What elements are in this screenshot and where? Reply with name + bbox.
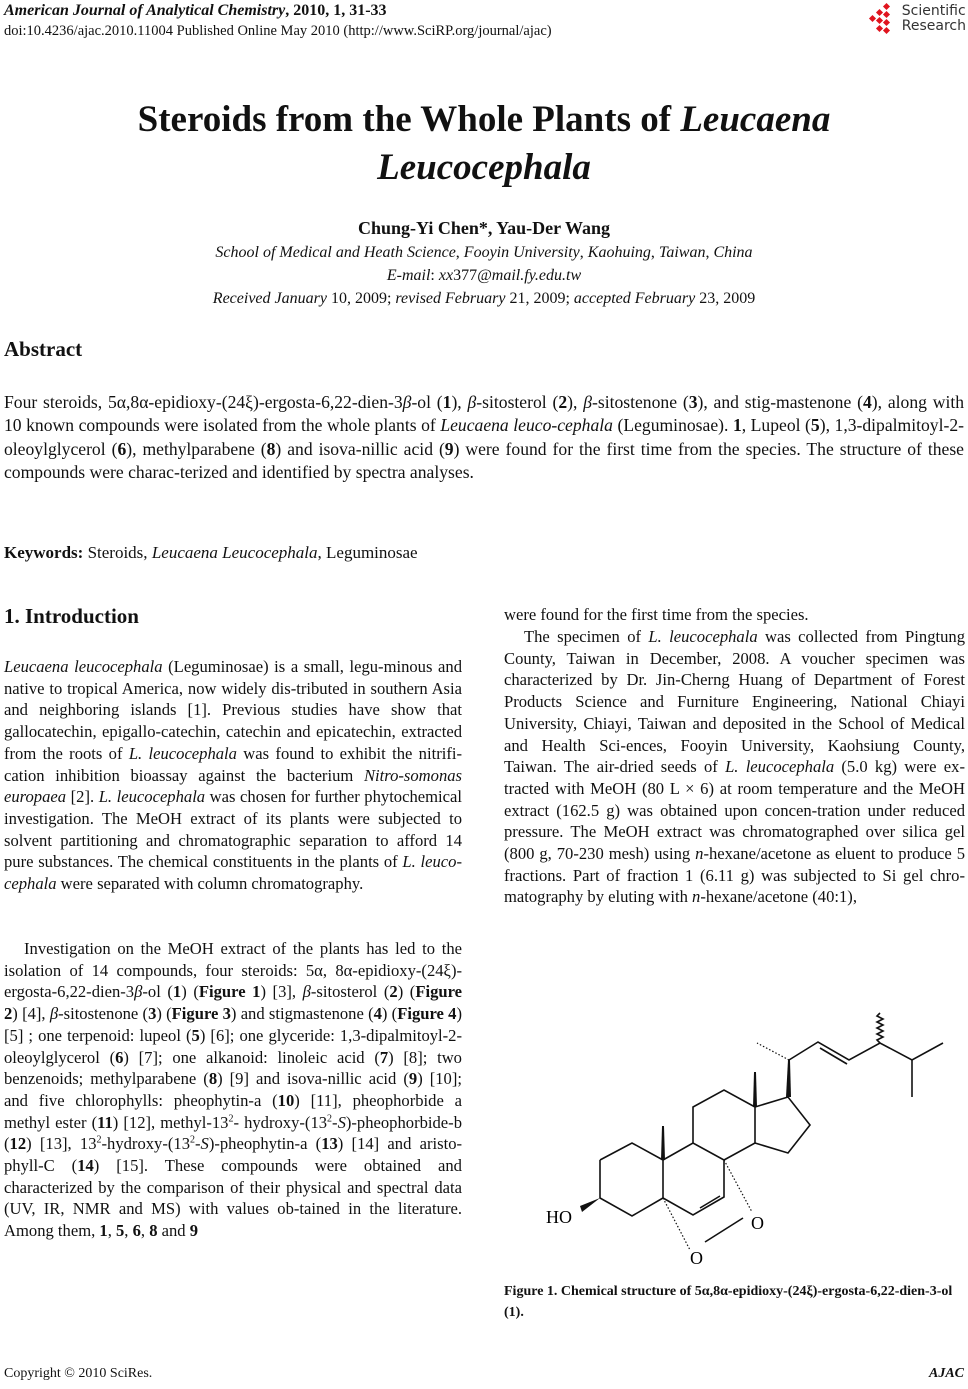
- text-run: 21, 2009;: [509, 290, 574, 307]
- text-run: ,: [650, 244, 659, 261]
- text-run: -hexane/acetone as eluent to produce 5 fractions. Part of fraction 1 (6.11 g) was subjected to Si gel chro-matography by eluting with: [504, 844, 965, 907]
- text-run: Investigation on the MeOH extract of the plants has led to the isolation of 14 compounds, four steroids: 5α, 8α-epidioxy-(24ξ)-ergosta-6,22-dien-3: [4, 939, 462, 1002]
- text-run: 5: [116, 1221, 125, 1241]
- text-run: [2].: [66, 787, 99, 807]
- text-run: (Leguminosae).: [612, 415, 733, 436]
- text-run: accepted February: [573, 290, 700, 307]
- text-run: β: [134, 982, 143, 1002]
- text-run: 11: [97, 1112, 113, 1132]
- text-run: were found for the first time from the species.: [504, 605, 809, 624]
- text-run: S: [200, 1134, 209, 1154]
- text-run: β: [467, 392, 477, 412]
- text-run: Fooyin University: [463, 244, 580, 261]
- text-run: -: [195, 1134, 201, 1154]
- text-run: )-pheophytin-a (: [208, 1134, 322, 1154]
- text-run: ) [6]; one glyceride: 1,3-dipalmitoyl-2-oleoylglycerol (: [4, 1025, 463, 1067]
- logo-text: Research: [901, 18, 966, 34]
- text-run: n: [692, 887, 701, 907]
- text-run: ) [5] ; one terpenoid: lupeol (: [4, 1004, 462, 1045]
- text-run: ) (: [381, 1004, 398, 1024]
- text-run: 4: [862, 392, 872, 412]
- abstract-heading: Abstract: [4, 337, 83, 361]
- text-run: ,: [579, 244, 588, 261]
- text-run: 2: [96, 1134, 102, 1146]
- text-run: (Leguminosae) is a small, legu-minous and native to tropical America, now widely dis-tributed in southern Asia and neighboring islands [1]. Previous studies have show that gallocatechin, epigallo-catechin, catechin and epicatechin, extracted from the roots of: [4, 657, 462, 763]
- text-run: Figure 3: [171, 1004, 231, 1024]
- text-run: -sitostenone (: [591, 392, 689, 412]
- text-run: 3: [148, 1004, 157, 1024]
- text-run: ) [14] and aristo-phyll-C (: [4, 1134, 463, 1176]
- copyright: Copyright © 2010 SciRes.: [4, 1366, 153, 1381]
- text-run: Figure 2: [4, 982, 463, 1024]
- text-run: ) [8]; two benzenoids; methylparabene (: [4, 1047, 462, 1089]
- text-run: β: [583, 392, 592, 412]
- text-run: ),: [567, 392, 584, 412]
- text-run: ) [12], methyl-13: [112, 1112, 229, 1132]
- text-run: -sitosterol (: [310, 982, 390, 1002]
- text-run: β: [402, 392, 412, 412]
- atom-label-ho: HO: [546, 1207, 572, 1227]
- text-run: L. leucocephala: [98, 787, 206, 807]
- text-run: (5.0 kg) were ex-tracted with MeOH (80 L × 6) at room temperature and the MeOH extract (162.5 g) was obtained upon concen-tration under reduced pressure. The MeOH extract was chromatographed over silica gel (800 g, 70-230 mesh) using: [504, 757, 965, 864]
- text-run: Leucaena leucocephala: [4, 657, 163, 676]
- title-text: Leucaena: [680, 99, 831, 140]
- figure-1-caption: Figure 1. Chemical structure of 5α,8α-epidioxy-(24ξ)-ergosta-6,22-dien-3-ol (1).: [504, 1284, 953, 1320]
- text-run: ), 1,3-dipalmitoyl-2-oleoylglycerol (: [4, 415, 965, 459]
- text-run: 10, 2009;: [330, 290, 396, 307]
- text-run: L. leucocephala: [128, 743, 237, 763]
- text-run: 1: [99, 1221, 108, 1241]
- text-run: ) [15]. These compounds were obtained and characterized by the comparison of their physical and spectral data (UV, IR, NMR and MS) with values ob-tained in the literature. Among them,: [4, 1156, 462, 1241]
- text-run: 8: [149, 1221, 158, 1241]
- intro-heading: 1. Introduction: [4, 604, 139, 628]
- text-run: 2: [558, 392, 568, 412]
- text-run: Figure 1: [198, 982, 261, 1002]
- text-run: )-pheophorbide-b (: [4, 1112, 462, 1154]
- text-run: ) [9] and isova-nillic acid (: [217, 1069, 409, 1089]
- text-run: 12: [9, 1134, 27, 1154]
- text-run: -ol (: [411, 392, 443, 412]
- journal-info: , 2010, 1, 31-33: [285, 2, 387, 19]
- text-run: 13: [321, 1134, 338, 1154]
- text-run: Leucaena leuco-cephala: [440, 415, 613, 436]
- text-run: 9: [444, 438, 454, 459]
- text-run: 6: [132, 1221, 141, 1241]
- text-run: ) (: [181, 982, 199, 1002]
- text-run: Nitro-somonas europaea: [4, 765, 462, 807]
- text-run: were separated with column chromatography.: [56, 874, 364, 894]
- text-run: Kaohuing: [587, 244, 651, 261]
- text-run: ) [13], 13: [26, 1134, 97, 1154]
- text-run: L. leucocephala: [648, 627, 758, 646]
- text-run: ) [3],: [260, 982, 303, 1002]
- text-run: 4: [373, 1004, 382, 1024]
- text-run: ,: [140, 1221, 150, 1241]
- text-run: was chosen for further phytochemical investigation. The MeOH extract of its plants were subjected to solvent partitioning and chromatographic separation to afford 14 pure substances. The chemical constituents in the plants of: [4, 787, 462, 872]
- text-run: 1: [732, 415, 742, 436]
- text-run: School of Medical and Heath Science: [215, 244, 456, 261]
- text-run: ) [11], pheophorbide a methyl ester (: [4, 1090, 462, 1132]
- text-run: ), along with 10 known compounds were isolated from the whole plants of: [4, 392, 965, 436]
- text-run: 10: [277, 1090, 295, 1110]
- text-run: was found to exhibit the nitrifi-cation inhibition bioassay against the bacterium: [4, 743, 462, 785]
- text-run: Leucaena Leucocephala: [151, 543, 318, 562]
- text-run: ) [10]; and five chlorophylls: pheophytin-a (: [4, 1069, 462, 1110]
- text-run: -ol (: [142, 982, 173, 1002]
- doi-line: doi:10.4236/ajac.2010.11004 Published Online May 2010 (http://www.SciRP.org/journal/ajac): [4, 23, 552, 39]
- text-run: Received January: [212, 290, 331, 307]
- text-run: , Lupeol (: [741, 415, 811, 436]
- text-run: β: [49, 1004, 59, 1024]
- authors: Chung-Yi Chen*, Yau-Der Wang: [357, 218, 611, 238]
- text-run: L. leuco-cephala: [4, 852, 462, 894]
- text-run: 2: [389, 982, 398, 1002]
- text-run: -hexane/acetone (40:1),: [700, 887, 857, 907]
- text-run: S: [337, 1112, 346, 1132]
- text-run: Four steroids, 5α,8α-epidioxy-(24ξ)-ergosta-6,22-dien-3: [4, 392, 403, 412]
- text-run: 8: [208, 1069, 218, 1089]
- text-run: 2: [327, 1113, 333, 1125]
- text-run: n: [695, 844, 704, 864]
- text-run: 1: [172, 982, 182, 1002]
- text-run: ,: [455, 244, 464, 261]
- text-run: -: [332, 1112, 338, 1132]
- logo-text: Scientific: [901, 3, 966, 19]
- text-run: xx: [438, 267, 454, 284]
- text-run: L. leucocephala: [725, 757, 835, 777]
- text-run: 6: [117, 438, 127, 459]
- text-run: Figure 4: [397, 1004, 457, 1024]
- text-run: -sitostenone (: [58, 1004, 149, 1024]
- text-run: ,: [107, 1221, 116, 1241]
- text-run: :: [430, 267, 439, 284]
- text-run: @mail.fy.edu.tw: [477, 267, 582, 284]
- text-run: - hydroxy-(13: [233, 1112, 328, 1132]
- keywords-label: Keywords:: [4, 543, 84, 562]
- text-run: ), methylparabene (: [126, 438, 267, 459]
- text-run: ) (: [397, 982, 416, 1002]
- text-run: ) were found for the first time from the species. The structure of these compounds were charac-terized and identified by spectra analyses.: [4, 438, 964, 483]
- text-run: ) and stigmastenone (: [230, 1004, 374, 1024]
- text-run: revised February: [395, 290, 510, 307]
- text-run: 3: [688, 392, 698, 412]
- text-run: 14: [77, 1156, 94, 1176]
- title-text: Leucocephala: [377, 147, 591, 188]
- text-run: ), and stig-mastenone (: [697, 392, 863, 412]
- atom-label-o: O: [751, 1213, 764, 1233]
- text-run: ) and isova-nillic acid (: [275, 438, 445, 459]
- text-run: 8: [266, 438, 276, 459]
- atom-label-o: O: [690, 1248, 703, 1268]
- text-run: Taiwan: [658, 244, 706, 261]
- text-run: -sitosterol (: [476, 392, 559, 412]
- text-run: ) (: [156, 1004, 172, 1024]
- journal-abbreviation: AJAC: [928, 1366, 964, 1381]
- text-run: 23, 2009: [699, 290, 756, 307]
- text-run: ,: [705, 244, 714, 261]
- text-run: was collected from Pingtung County, Taiwan in December, 2008. A voucher specimen was characterized by Dr. Jin-Cherng Huang of Department of Forest Products Science and Furniture Engineering, National Chiayi University, Chiayi, Taiwan and deposited in the School of Medical and Health Sci-ences, Fooyin University, Kaohsiung County, Taiwan. The air-dried seeds of: [504, 627, 965, 777]
- text-run: , Leguminosae: [317, 543, 418, 562]
- text-run: China: [713, 244, 753, 261]
- text-run: 6: [115, 1047, 124, 1067]
- text-run: The specimen of: [524, 627, 649, 646]
- title-text: Steroids from the Whole Plants of: [137, 99, 681, 140]
- text-run: 5: [191, 1025, 200, 1045]
- text-run: ,: [124, 1221, 133, 1241]
- text-run: 2: [190, 1134, 195, 1146]
- text-run: 377: [453, 267, 478, 284]
- text-run: and: [157, 1221, 190, 1241]
- text-run: ),: [451, 392, 468, 412]
- text-run: 7: [379, 1047, 389, 1067]
- text-run: 5: [810, 415, 820, 436]
- text-run: ) [4],: [12, 1004, 50, 1024]
- text-run: β: [302, 982, 311, 1002]
- text-run: E-mail: [386, 267, 431, 284]
- text-run: Steroids,: [83, 543, 152, 562]
- text-run: 1: [442, 392, 452, 412]
- journal-name: American Journal of Analytical Chemistry: [4, 2, 286, 19]
- text-run: 9: [408, 1069, 418, 1089]
- text-run: ) [7]; one alkanoid: linoleic acid (: [123, 1047, 380, 1067]
- text-run: -hydroxy-(13: [101, 1134, 190, 1154]
- text-run: 9: [189, 1221, 199, 1241]
- text-run: 2: [228, 1113, 234, 1125]
